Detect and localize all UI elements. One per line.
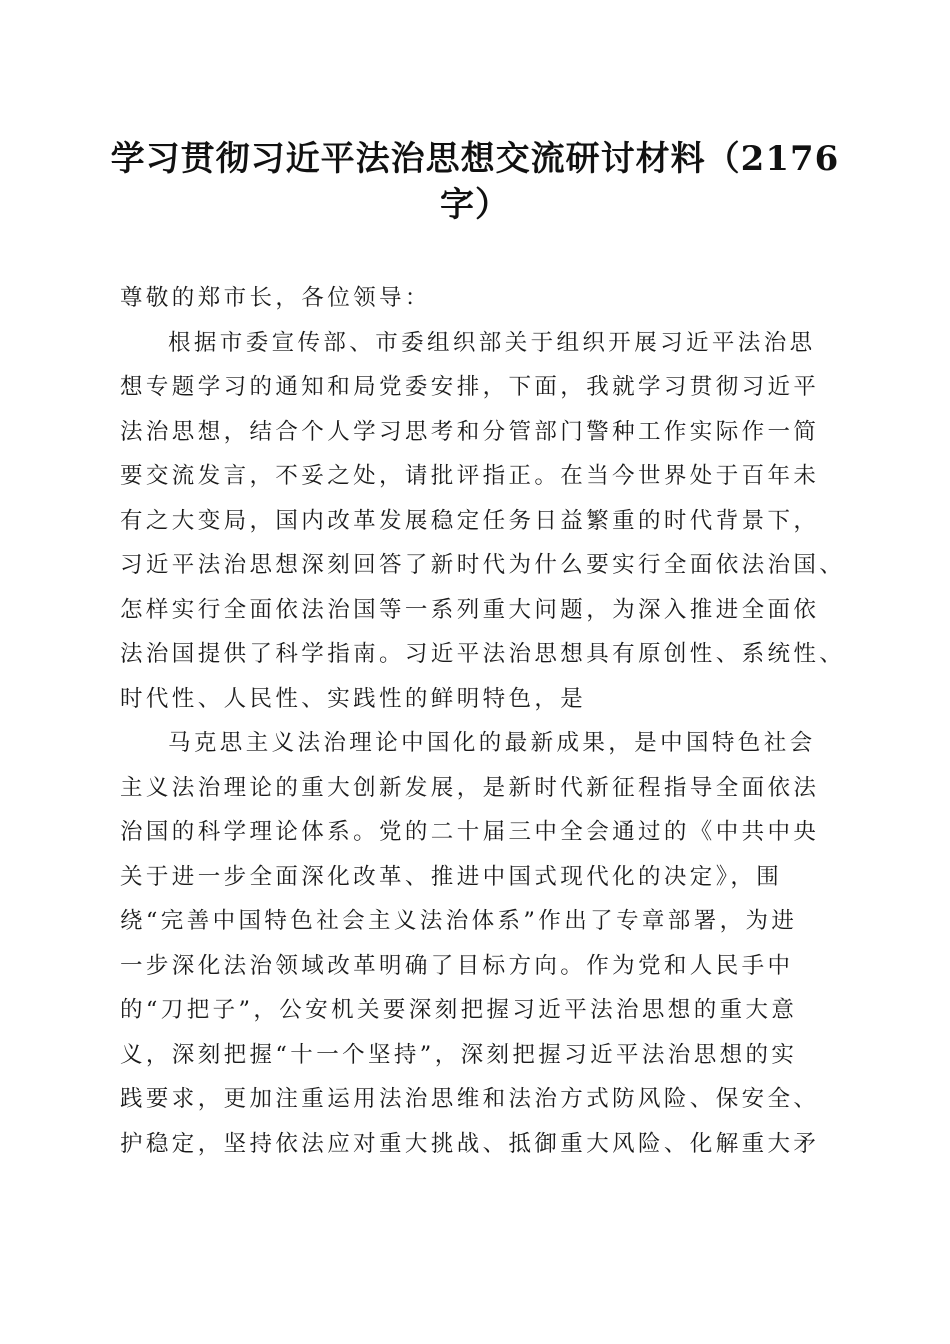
paragraph-line: 义，深刻把握“十一个坚持”，深刻把握习近平法治思想的实 bbox=[120, 1041, 798, 1068]
paragraph-line: 怎样实行全面依法治国等一系列重大问题，为深入推进全面依 bbox=[120, 596, 820, 623]
paragraph-line: 关于进一步全面深化改革、推进中国式现代化的决定》，围 bbox=[120, 863, 783, 890]
paragraph-line: 根据市委宣传部、市委组织部关于组织开展习近平法治思 bbox=[168, 329, 816, 356]
paragraph-line: 马克思主义法治理论中国化的最新成果，是中国特色社会 bbox=[168, 730, 816, 756]
paragraph-line: 一步深化法治领域改革明确了目标方向。作为党和人民手中 bbox=[120, 952, 794, 979]
paragraph-line: 要交流发言，不妥之处，请批评指正。在当今世界处于百年未 bbox=[120, 463, 820, 489]
paragraph-line: 习近平法治思想深刻回答了新时代为什么要实行全面依法治国、 bbox=[120, 552, 846, 578]
paragraph-line: 治国的科学理论体系。党的二十届三中全会通过的《中共中央 bbox=[120, 819, 820, 845]
paragraph-line: 践要求，更加注重运用法治思维和法治方式防风险、保安全、 bbox=[120, 1086, 820, 1112]
paragraph-line: 护稳定，坚持依法应对重大挑战、抵御重大风险、化解重大矛 bbox=[120, 1130, 820, 1157]
paragraph-line: 绕“完善中国特色社会主义法治体系”作出了专章部署，为进 bbox=[120, 908, 798, 934]
paragraph-line: 想专题学习的通知和局党委安排，下面，我就学习贯彻习近平 bbox=[120, 374, 820, 400]
paragraph-line: 法治国提供了科学指南。习近平法治思想具有原创性、系统性、 bbox=[120, 641, 846, 667]
paragraph-1 bbox=[120, 321, 846, 722]
paragraph-line: 有之大变局，国内改革发展稳定任务日益繁重的时代背景下， bbox=[120, 507, 820, 534]
title-line: 学习贯彻习近平法治思想交流研讨材料（2176 bbox=[110, 139, 840, 179]
paragraph-line: 法治思想，结合个人学习思考和分管部门警种工作实际作一简 bbox=[120, 418, 820, 445]
document-title bbox=[100, 136, 850, 228]
paragraph-line: 主义法治理论的重大创新发展，是新时代新征程指导全面依法 bbox=[120, 774, 820, 801]
paragraph-2 bbox=[120, 721, 840, 1166]
document-body bbox=[120, 276, 846, 1166]
paragraph-line: 的“刀把子”，公安机关要深刻把握习近平法治思想的重大意 bbox=[120, 997, 798, 1023]
paragraph-line: 时代性、人民性、实践性的鲜明特色，是 bbox=[120, 685, 587, 712]
title-line: 字） bbox=[440, 185, 510, 225]
salutation: 尊敬的郑市长，各位领导： bbox=[120, 285, 431, 311]
